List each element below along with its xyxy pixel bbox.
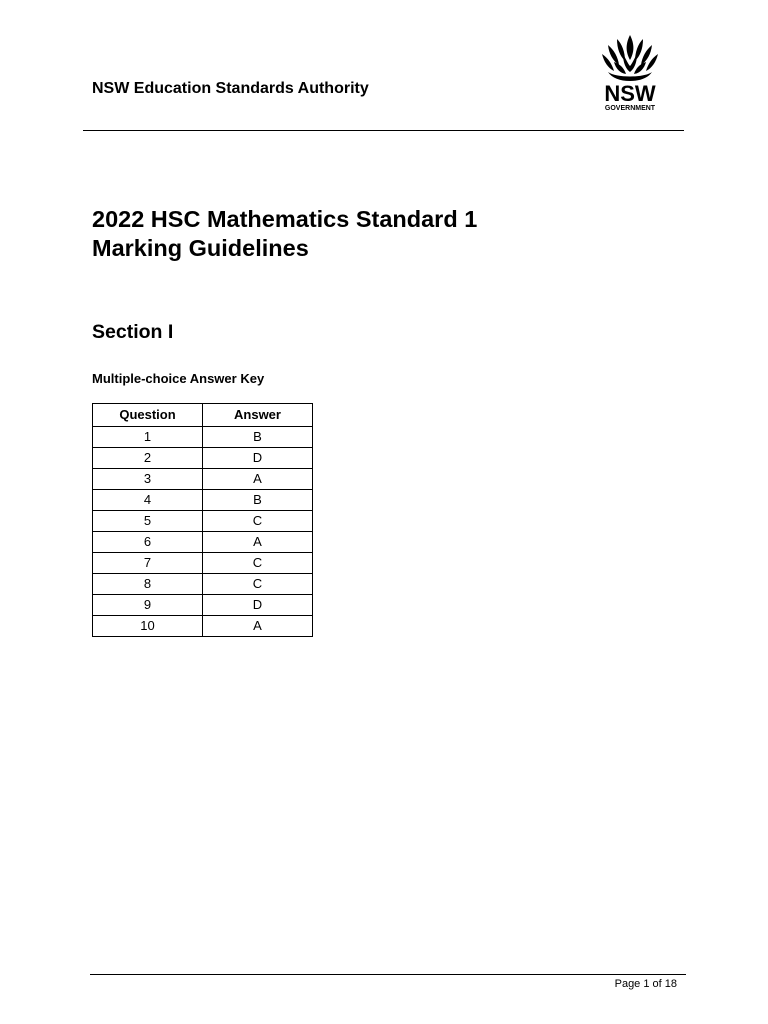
page-number: Page 1 of 18: [614, 978, 677, 990]
question-number: 2: [93, 448, 203, 469]
question-number: 1: [93, 427, 203, 448]
table-row: [93, 511, 313, 532]
document-title: [92, 205, 477, 263]
answer-letter: C: [203, 511, 313, 532]
logo-wordmark: NSW: [604, 81, 656, 106]
question-number: 8: [93, 574, 203, 595]
table-row: [93, 553, 313, 574]
answer-letter: B: [203, 490, 313, 511]
table-row: [93, 427, 313, 448]
title-line-2: Marking Guidelines: [92, 235, 309, 261]
table-row: [93, 448, 313, 469]
question-number: 3: [93, 469, 203, 490]
header-divider: [83, 130, 684, 131]
answer-letter: A: [203, 616, 313, 637]
table-row: [93, 532, 313, 553]
answer-letter: A: [203, 532, 313, 553]
table-row: [93, 490, 313, 511]
column-header-question: Question: [93, 404, 203, 427]
question-number: 6: [93, 532, 203, 553]
table-row: [93, 595, 313, 616]
table-row: [93, 574, 313, 595]
question-number: 10: [93, 616, 203, 637]
waratah-flower-icon: [590, 34, 670, 114]
table-row: [93, 616, 313, 637]
answer-letter: A: [203, 469, 313, 490]
answer-letter: D: [203, 448, 313, 469]
question-number: 7: [93, 553, 203, 574]
answer-letter: C: [203, 553, 313, 574]
answer-letter: B: [203, 427, 313, 448]
answer-letter: C: [203, 574, 313, 595]
answer-key-table: [92, 403, 313, 637]
table-header-row: [93, 404, 313, 427]
nsw-government-logo: [590, 34, 670, 114]
answer-letter: D: [203, 595, 313, 616]
footer-divider: [90, 974, 686, 975]
table-row: [93, 469, 313, 490]
organization-name: NSW Education Standards Authority: [92, 80, 369, 97]
question-number: 9: [93, 595, 203, 616]
question-number: 4: [93, 490, 203, 511]
logo-subtitle: GOVERNMENT: [604, 105, 656, 112]
title-line-1: 2022 HSC Mathematics Standard 1: [92, 206, 478, 232]
question-number: 5: [93, 511, 203, 532]
answer-key-heading: Multiple-choice Answer Key: [92, 371, 265, 386]
section-heading: Section I: [92, 321, 174, 343]
column-header-answer: Answer: [203, 404, 313, 427]
